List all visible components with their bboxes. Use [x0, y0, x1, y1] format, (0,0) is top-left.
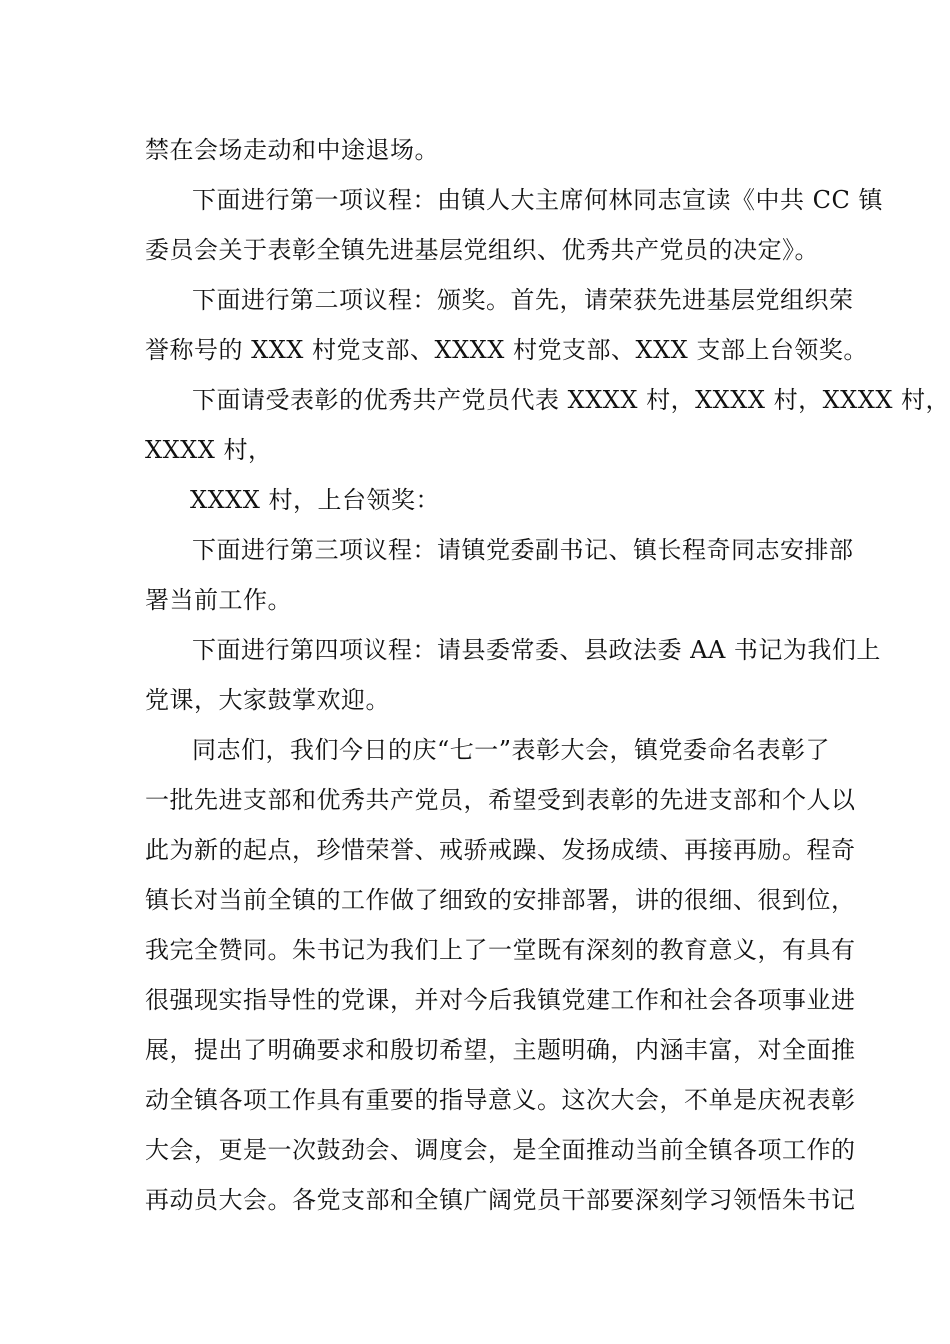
paragraph-start: 下面请受表彰的优秀共产党员代表 XXXX 村，XXXX 村，XXXX 村， — [192, 386, 950, 414]
text-line: 此为新的起点，珍惜荣誉、戒骄戒躁、发扬成绩、再接再励。程奇 — [145, 836, 856, 864]
text-line: 誉称号的 XXX 村党支部、XXXX 村党支部、XXX 支部上台领奖。 — [145, 336, 868, 364]
text-line: 展，提出了明确要求和殷切希望，主题明确，内涵丰富，对全面推 — [145, 1036, 856, 1064]
paragraph-start: 下面进行第一项议程：由镇人大主席何林同志宣读《中共 CC 镇 — [192, 186, 883, 214]
text-line: 大会，更是一次鼓劲会、调度会，是全面推动当前全镇各项工作的 — [145, 1136, 856, 1164]
paragraph-start: 下面进行第四项议程：请县委常委、县政法委 AA 书记为我们上 — [192, 636, 881, 664]
paragraph-start: 同志们，我们今日的庆“七一”表彰大会，镇党委命名表彰了 — [192, 736, 831, 764]
text-line: 动全镇各项工作具有重要的指导意义。这次大会，不单是庆祝表彰 — [145, 1086, 856, 1114]
text-line: XXXX 村， — [145, 436, 273, 464]
paragraph-start: 下面进行第三项议程：请镇党委副书记、镇长程奇同志安排部 — [192, 536, 854, 564]
text-line: 委员会关于表彰全镇先进基层党组织、优秀共产党员的决定》。 — [145, 236, 819, 264]
paragraph-start: XXXX 村，上台领奖： — [190, 486, 440, 514]
paragraph-start: 下面进行第二项议程：颁奖。首先，请荣获先进基层党组织荣 — [192, 286, 854, 314]
text-line: 党课，大家鼓掌欢迎。 — [145, 686, 390, 714]
text-line: 禁在会场走动和中途退场。 — [145, 136, 439, 164]
text-line: 很强现实指导性的党课，并对今后我镇党建工作和社会各项事业进 — [145, 986, 856, 1014]
text-line: 再动员大会。各党支部和全镇广阔党员干部要深刻学习领悟朱书记 — [145, 1186, 856, 1214]
text-line: 镇长对当前全镇的工作做了细致的安排部署，讲的很细、很到位， — [145, 886, 856, 914]
text-line: 我完全赞同。朱书记为我们上了一堂既有深刻的教育意义，有具有 — [145, 936, 856, 964]
text-line: 署当前工作。 — [145, 586, 292, 614]
text-line: 一批先进支部和优秀共产党员，希望受到表彰的先进支部和个人以 — [145, 786, 856, 814]
